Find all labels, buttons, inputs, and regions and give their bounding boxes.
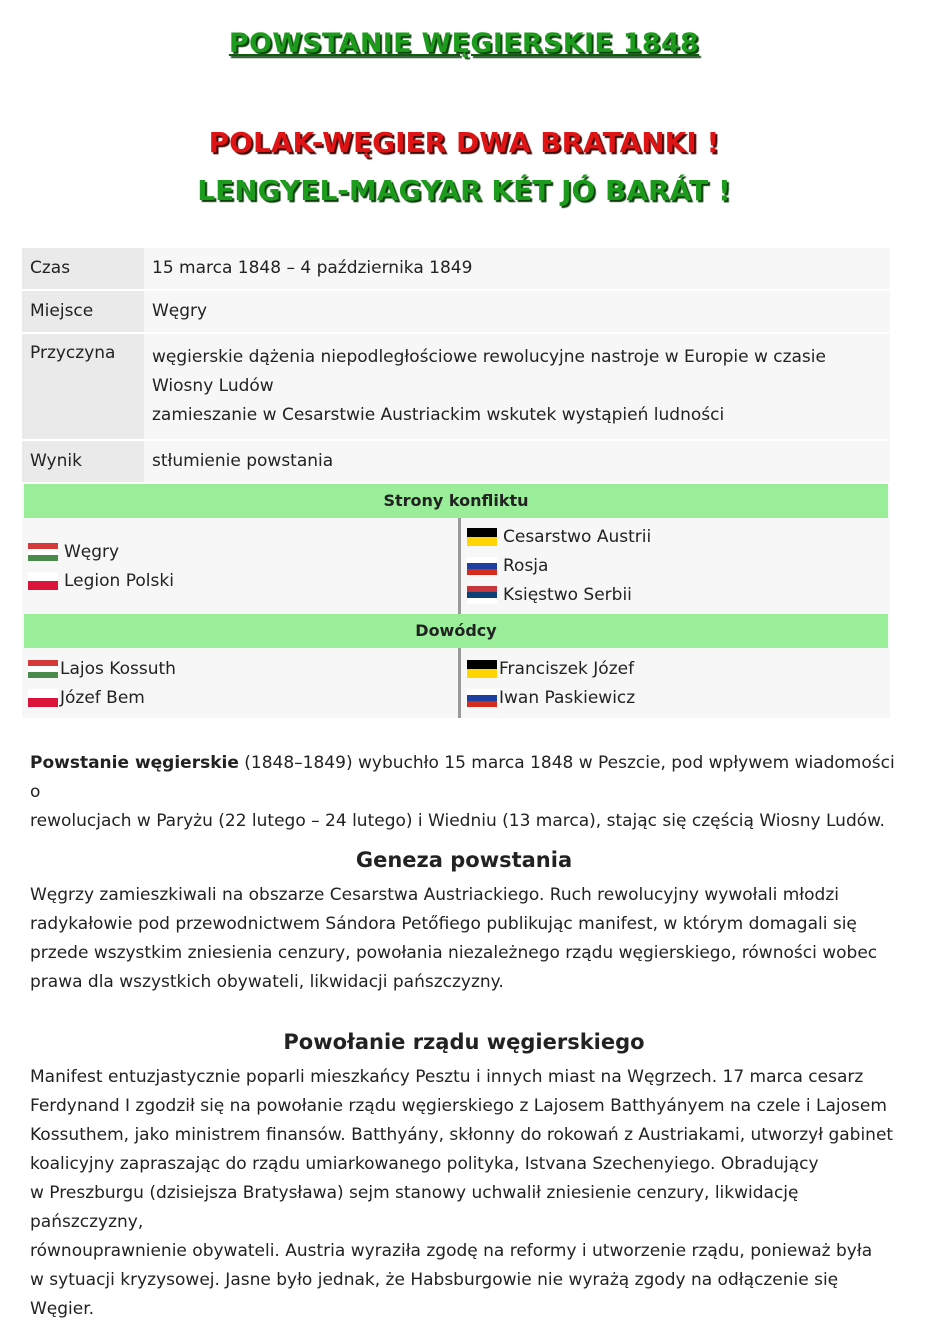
info-row-time [22, 248, 890, 291]
section-title-origins: Geneza powstania [355, 848, 573, 872]
intro-bold-term: Powstanie węgierskie [30, 753, 239, 773]
cause-line: zamieszanie w Cesarstwie Austriackim wskutek wystąpień ludności [152, 405, 725, 425]
commander-item [467, 654, 890, 683]
info-label: Czas [22, 248, 144, 289]
commander-item [28, 654, 458, 683]
commander-link[interactable]: Józef Bem [60, 687, 145, 708]
commander-link[interactable]: Lajos Kossuth [60, 658, 176, 679]
side-left [22, 518, 461, 614]
slogan-hungarian: LENGYEL-MAGYAR KÉT JÓ BARÁT ! [197, 174, 731, 207]
intro-text: (1848–1849) wybuchło 15 marca 1848 w Peszcie, pod wpływem wiadomości o [30, 753, 895, 802]
commander-item [467, 683, 890, 712]
info-value: Węgry [152, 301, 208, 321]
russia-flag-icon [467, 557, 497, 575]
slogan-polish: POLAK-WĘGIER DWA BRATANKI ! [208, 126, 720, 159]
info-value: 15 marca 1848 – 4 października 1849 [152, 258, 473, 278]
poland-flag-icon [28, 572, 58, 590]
serbia-flag-icon [467, 586, 497, 604]
commander-item [28, 683, 458, 712]
commanders [22, 648, 890, 718]
paragraph-line: koalicyjny zapraszając do rządu umiarkowanego polityka, Istvana Szechenyiego. Obradujący [30, 1154, 819, 1174]
poland-flag-icon [28, 689, 58, 707]
party-link[interactable]: Węgry [64, 541, 120, 562]
intro-line [30, 749, 902, 807]
section-paragraph-origins [30, 881, 902, 997]
party-item [28, 566, 458, 595]
paragraph-line: Manifest entuzjastycznie poparli mieszkańcy Pesztu i innych miast na Węgrzech. 17 marca cesarz [30, 1067, 864, 1087]
info-label: Przyczyna [22, 334, 144, 439]
paragraph-line: Kossuthem, jako ministrem finansów. Batthyány, skłonny do rokowań z Austriakami, utworzył gabinet [30, 1125, 894, 1145]
party-link[interactable]: Rosja [503, 556, 549, 576]
info-row-place [22, 291, 890, 334]
paragraph-line: w sytuacji kryzysowej. Jasne było jednak, że Habsburgowie nie wyrażą zgody na odłączenie się Węgier. [30, 1270, 839, 1319]
paragraph-line: Węgrzy zamieszkiwali na obszarze Cesarstwa Austriackiego. Ruch rewolucyjny wywołali młodzi [30, 885, 839, 905]
commander-link[interactable]: Iwan Paskiewicz [499, 687, 636, 708]
section-title-government: Powołanie rządu węgierskiego [283, 1030, 645, 1054]
side-right [461, 518, 890, 614]
sides-header: Strony konfliktu [24, 484, 888, 518]
info-value [144, 334, 834, 439]
paragraph-line: prawa dla wszystkich obywateli, likwidacji pańszczyzny. [30, 972, 504, 992]
russia-flag-icon [467, 689, 497, 707]
paragraph-line: w Preszburgu (dzisiejsza Bratysława) sejm stanowy uchwalił zniesienie cenzury, likwidację pańszczyzny, [30, 1183, 799, 1232]
commanders-left [22, 648, 461, 718]
intro-line: rewolucjach w Paryżu (22 lutego – 24 lutego) i Wiedniu (13 marca), stając się częścią Wiosny Ludów. [30, 811, 885, 831]
document-title: POWSTANIE WĘGIERSKIE 1848 [228, 28, 700, 59]
austria-flag-icon [467, 528, 497, 546]
austria-flag-icon [467, 660, 497, 678]
paragraph-line: przede wszystkim zniesienia cenzury, powołania niezależnego rządu węgierskiego, równości wobec [30, 943, 878, 963]
commander-link[interactable]: Franciszek Józef [499, 658, 635, 679]
info-label: Wynik [22, 441, 144, 482]
infobox [22, 248, 890, 718]
section-paragraph-government [30, 1063, 902, 1324]
commanders-header: Dowódcy [24, 614, 888, 648]
info-label: Miejsce [22, 291, 144, 332]
party-item [467, 523, 890, 552]
cause-line: Wiosny Ludów [152, 376, 274, 396]
commanders-right [461, 648, 890, 718]
sides-of-conflict [22, 518, 890, 614]
paragraph-line: radykałowie pod przewodnictwem Sándora Petőfiego publikując manifest, w którym domagali się [30, 914, 857, 934]
info-value: stłumienie powstania [152, 451, 334, 471]
party-item [467, 581, 890, 610]
party-link[interactable]: Cesarstwo Austrii [503, 527, 652, 547]
hungary-flag-icon [28, 660, 58, 678]
party-item [28, 537, 458, 566]
intro-paragraph [30, 749, 902, 836]
paragraph-line: równouprawnienie obywateli. Austria wyraziła zgodę na reformy i utworzenie rządu, ponieważ była [30, 1241, 873, 1261]
party-item [467, 552, 890, 581]
party-link[interactable]: Księstwo Serbii [503, 585, 632, 605]
cause-line: węgierskie dążenia niepodległościowe rewolucyjne nastroje w Europie w czasie [152, 347, 826, 367]
info-row-cause [22, 334, 890, 441]
info-row-result [22, 441, 890, 484]
paragraph-line: Ferdynand I zgodził się na powołanie rządu węgierskiego z Lajosem Batthyányem na czele i Lajosem [30, 1096, 887, 1116]
hungary-flag-icon [28, 543, 58, 561]
party-link[interactable]: Legion Polski [64, 570, 174, 591]
